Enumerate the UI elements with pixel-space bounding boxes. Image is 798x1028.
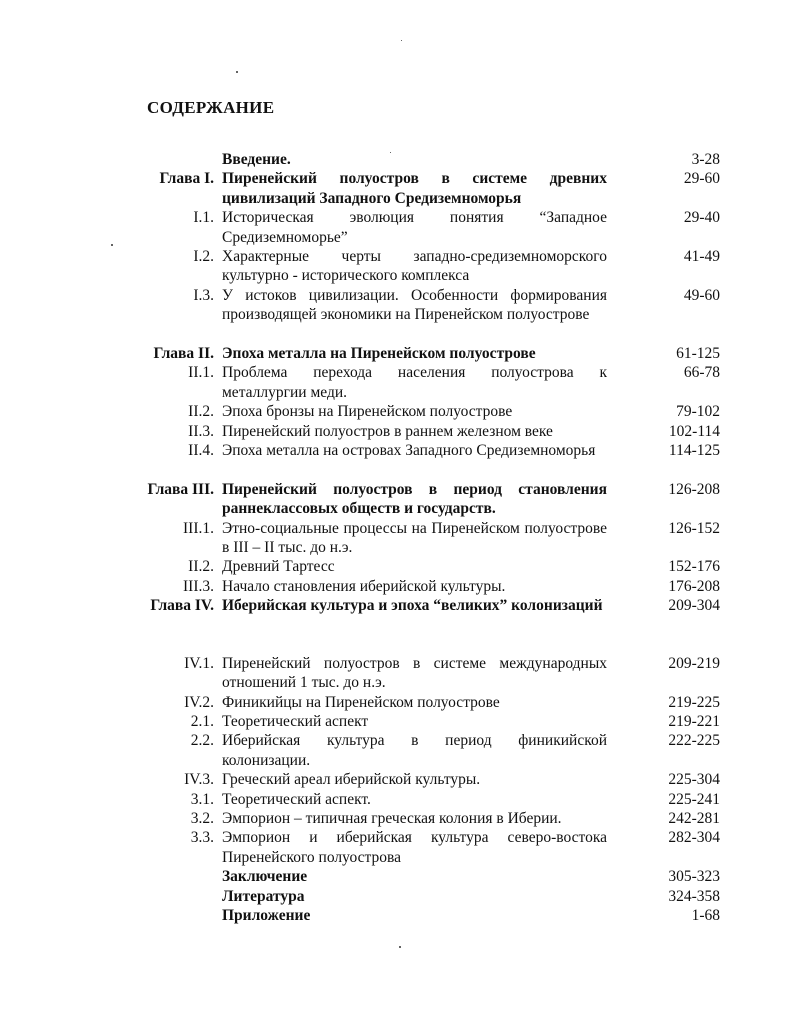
- page-title: СОДЕРЖАНИЕ: [147, 98, 275, 117]
- toc-entry-number: III.3.: [183, 577, 214, 595]
- toc-entry: [0, 867, 798, 886]
- scan-speck: [399, 946, 401, 948]
- toc-entry-pages: 152-176: [668, 558, 720, 576]
- toc-entry: [0, 150, 798, 169]
- toc-entry-number: 3.3.: [190, 829, 214, 847]
- toc-entry: [0, 712, 798, 731]
- toc-entry: [0, 790, 798, 809]
- toc-entry-pages: 114-125: [668, 441, 720, 459]
- toc-entry-pages: 222-225: [668, 732, 720, 750]
- toc-entry: [0, 441, 798, 480]
- toc-entry-title: Иберийская культура и эпоха “великих” колонизаций: [222, 597, 603, 615]
- toc-entry-title: Начало становления иберийской культуры.: [222, 577, 506, 595]
- toc-entry-pages: 305-323: [668, 868, 720, 886]
- toc-entry-number: II.2.: [188, 403, 214, 421]
- scan-speck: [236, 71, 238, 73]
- toc-entry-pages: 282-304: [668, 829, 720, 847]
- toc-entry: [0, 286, 798, 344]
- toc-entry-pages: 41-49: [683, 247, 720, 265]
- toc-entry-title: Финикийцы на Пиренейском полуострове: [222, 693, 500, 711]
- toc-entry-number: I.3.: [193, 286, 214, 304]
- scan-speck: [401, 40, 402, 41]
- toc-entry-pages: 219-225: [668, 693, 720, 711]
- toc-entry-title: Теоретический аспект.: [222, 790, 371, 808]
- toc-entry-title: Историческая эволюция понятия “Западное Средиземноморье”: [222, 209, 607, 246]
- toc-entry: [0, 887, 798, 906]
- toc-entry: [0, 731, 798, 770]
- toc-entry: [0, 402, 798, 421]
- toc-entry-number: Глава IV.: [150, 597, 214, 615]
- toc-entry-pages: 209-304: [668, 597, 720, 615]
- toc-entry-title: Проблема перехода населения полуострова к металлургии меди.: [222, 364, 607, 401]
- toc-entry: [0, 654, 798, 693]
- toc-entry: [0, 770, 798, 789]
- toc-entry-title: Введение.: [222, 151, 291, 168]
- toc-entry-title: Эмпорион и иберийская культура северо-востока Пиренейского полуострова: [222, 829, 607, 866]
- toc-entry-pages: 126-152: [668, 519, 720, 537]
- toc-entry: [0, 247, 798, 286]
- toc-entry-title: Эпоха бронзы на Пиренейском полуострове: [222, 403, 513, 421]
- toc-entry-number: IV.2.: [184, 693, 214, 711]
- toc-entry: [0, 809, 798, 828]
- toc-entry-number: III.1.: [183, 519, 214, 537]
- toc-entry-title: Характерные черты западно-средиземноморского культурно - исторического комплекса: [222, 247, 607, 285]
- toc-entry-title: Пиренейский полуостров в системе древних цивилизаций Западного Средиземноморья: [222, 170, 607, 207]
- toc-entry-title: Приложение: [222, 907, 311, 925]
- toc-entry-number: II.3.: [188, 422, 214, 440]
- toc-entry: [0, 519, 798, 558]
- toc-entry-title: Эмпорион – типичная греческая колония в Иберии.: [222, 810, 562, 828]
- toc-entry-pages: 29-60: [683, 170, 720, 188]
- toc-entry-pages: 1-68: [691, 907, 720, 925]
- toc-entry-pages: 219-221: [668, 713, 720, 731]
- toc-entry: [0, 422, 798, 441]
- toc-entry-number: 3.1.: [190, 790, 214, 808]
- toc-entry-pages: 102-114: [668, 422, 720, 440]
- toc-entry-number: II.2.: [188, 558, 214, 576]
- toc-entry: [0, 596, 798, 635]
- toc-entry-number: 2.2.: [190, 732, 214, 750]
- toc-entry-title: Пиренейский полуостров в период становления раннеклассовых обществ и государств.: [222, 480, 607, 518]
- toc-entry-number: Глава III.: [147, 480, 214, 498]
- toc-entry: [0, 480, 798, 519]
- toc-entry-title: Эпоха металла на островах Западного Средиземноморья: [222, 441, 596, 459]
- toc-entry-number: IV.3.: [184, 771, 214, 789]
- toc-entry-pages: 209-219: [668, 654, 720, 672]
- toc-entry-number: Глава II.: [153, 344, 214, 362]
- toc-entry-number: IV.1.: [184, 654, 214, 672]
- toc-entry-title: Литература: [222, 887, 305, 905]
- toc-entry-pages: 29-40: [683, 209, 720, 227]
- toc-entry-number: II.1.: [188, 364, 214, 382]
- toc-entry-number: I.1.: [193, 209, 214, 227]
- toc-entry-pages: 61-125: [676, 344, 720, 362]
- toc-entry-number: 3.2.: [190, 810, 214, 828]
- toc-entry-title: Иберийская культура в период финикийской колонизации.: [222, 732, 607, 769]
- toc-entry: [0, 169, 798, 208]
- toc-entry-number: II.4.: [188, 441, 214, 459]
- toc-entry-pages: 3-28: [691, 151, 720, 168]
- toc-entry: [0, 906, 798, 925]
- toc-entry: [0, 344, 798, 363]
- toc-entry-title: Древний Тартесс: [222, 558, 335, 576]
- toc-entry-pages: 176-208: [668, 577, 720, 595]
- toc-entry: [0, 577, 798, 596]
- toc-entry-pages: 324-358: [668, 887, 720, 905]
- toc-entry-number: I.2.: [193, 247, 214, 265]
- toc-entry-title: Пиренейский полуостров в системе международных отношений 1 тыс. до н.э.: [222, 654, 607, 692]
- toc-entry-pages: 225-304: [668, 771, 720, 789]
- toc-entry-pages: 225-241: [668, 790, 720, 808]
- toc-entry-title: Греческий ареал иберийской культуры.: [222, 771, 481, 789]
- toc-entry-title: У истоков цивилизации. Особенности формирования производящей экономики на Пиренейском полуострове: [222, 286, 607, 324]
- toc-entry-pages: 242-281: [668, 810, 720, 828]
- toc-entry-pages: 126-208: [668, 480, 720, 498]
- toc-entry: [0, 208, 798, 247]
- toc-entry-pages: 79-102: [676, 403, 720, 421]
- toc-entry-title: Пиренейский полуостров в раннем железном веке: [222, 422, 553, 440]
- toc-entry-number: 2.1.: [190, 713, 214, 731]
- toc-entry-title: Этно-социальные процессы на Пиренейском полуострове в III – II тыс. до н.э.: [222, 519, 607, 556]
- toc-entry-number: Глава I.: [159, 170, 214, 188]
- toc-entry: [0, 828, 798, 867]
- table-of-contents: [0, 150, 798, 925]
- toc-entry-title: Заключение: [222, 868, 308, 886]
- toc-entry: [0, 693, 798, 712]
- toc-entry-pages: 66-78: [683, 364, 720, 382]
- toc-entry-title: Теоретический аспект: [222, 713, 369, 731]
- toc-entry-pages: 49-60: [683, 286, 720, 304]
- toc-entry: [0, 557, 798, 576]
- toc-entry: [0, 363, 798, 402]
- toc-entry-title: Эпоха металла на Пиренейском полуострове: [222, 344, 536, 362]
